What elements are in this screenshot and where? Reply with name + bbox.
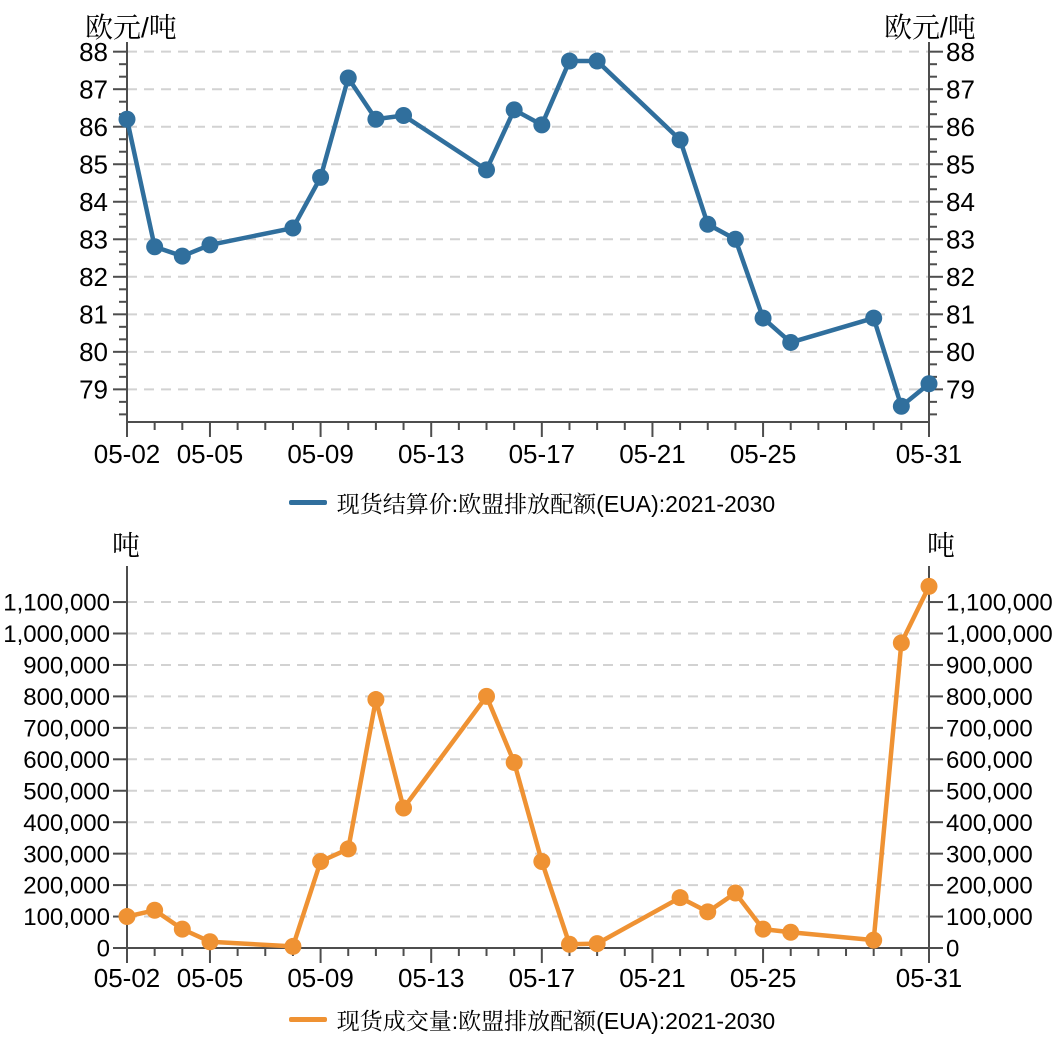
x-tick-label: 05-09	[287, 439, 354, 469]
y-tick-label: 700,000	[23, 715, 110, 743]
data-point-marker	[533, 853, 550, 870]
price-series-line-icon	[289, 500, 327, 505]
data-point-marker	[782, 334, 799, 351]
data-point-marker	[699, 216, 716, 233]
data-point-marker	[921, 578, 938, 595]
data-point-marker	[506, 101, 523, 118]
y-tick-label: 300,000	[946, 841, 1033, 869]
y-tick-label: 1,000,000	[3, 621, 110, 649]
x-tick-label: 05-05	[176, 963, 244, 993]
data-point-marker	[589, 53, 606, 70]
data-point-marker	[312, 853, 329, 870]
data-point-marker	[201, 933, 218, 950]
y-tick-label: 900,000	[23, 652, 110, 680]
y-tick-label: 100,000	[23, 904, 110, 932]
y-tick-label: 83	[79, 224, 108, 255]
data-point-marker	[699, 903, 716, 920]
data-point-marker	[367, 111, 384, 128]
data-point-marker	[921, 375, 938, 392]
y-tick-label: 88	[79, 37, 108, 68]
data-point-marker	[727, 884, 744, 901]
data-point-marker	[755, 921, 772, 938]
data-point-marker	[672, 889, 689, 906]
y-tick-label: 500,000	[23, 778, 110, 806]
data-point-marker	[340, 840, 357, 857]
y-tick-label: 500,000	[946, 778, 1033, 806]
data-point-marker	[893, 634, 910, 651]
y-tick-label: 700,000	[946, 715, 1033, 743]
data-point-marker	[174, 921, 191, 938]
volume-chart	[3, 566, 1053, 993]
x-tick-label: 05-31	[895, 439, 963, 469]
data-point-marker	[312, 169, 329, 186]
y-tick-label: 400,000	[946, 809, 1033, 837]
y-tick-label: 82	[946, 262, 975, 293]
x-tick-label: 05-25	[729, 963, 797, 993]
x-tick-label: 05-17	[508, 439, 576, 469]
price-chart-legend	[0, 486, 1064, 519]
data-point-marker	[865, 310, 882, 327]
y-tick-label: 0	[96, 935, 110, 963]
data-point-marker	[119, 908, 136, 925]
y-tick-label: 87	[79, 74, 108, 105]
y-tick-label: 79	[79, 374, 108, 405]
series-line	[127, 61, 929, 406]
data-point-marker	[146, 902, 163, 919]
y-tick-label: 1,000,000	[946, 621, 1053, 649]
data-point-marker	[478, 161, 495, 178]
data-point-marker	[865, 932, 882, 949]
y-tick-label: 400,000	[23, 809, 110, 837]
data-point-marker	[340, 69, 357, 86]
volume-chart-unit-label-right: 吨	[927, 530, 956, 561]
data-point-marker	[119, 111, 136, 128]
y-tick-label: 86	[946, 112, 975, 143]
y-tick-label: 85	[946, 149, 975, 180]
data-point-marker	[727, 231, 744, 248]
y-tick-label: 0	[946, 935, 960, 963]
x-tick-label: 05-09	[287, 963, 354, 993]
y-tick-label: 81	[79, 299, 108, 330]
y-tick-label: 87	[946, 74, 975, 105]
data-point-marker	[506, 754, 523, 771]
y-tick-label: 200,000	[23, 872, 110, 900]
price-chart	[79, 37, 975, 469]
y-tick-label: 900,000	[946, 652, 1033, 680]
y-tick-label: 86	[79, 112, 108, 143]
y-tick-label: 82	[79, 262, 108, 293]
y-tick-label: 1,100,000	[3, 589, 110, 617]
y-tick-label: 200,000	[946, 872, 1033, 900]
x-tick-label: 05-21	[619, 963, 686, 993]
volume-series-line-icon	[289, 1017, 327, 1022]
data-point-marker	[893, 398, 910, 415]
data-point-marker	[284, 938, 301, 955]
y-tick-label: 83	[946, 224, 975, 255]
x-tick-label: 05-31	[895, 963, 963, 993]
data-point-marker	[478, 688, 495, 705]
data-point-marker	[755, 310, 772, 327]
data-point-marker	[395, 800, 412, 817]
x-tick-label: 05-02	[93, 963, 161, 993]
x-tick-label: 05-13	[397, 963, 465, 993]
data-point-marker	[782, 924, 799, 941]
data-point-marker	[533, 116, 550, 133]
series-line	[127, 586, 929, 946]
x-tick-label: 05-25	[729, 439, 797, 469]
x-tick-label: 05-05	[176, 439, 244, 469]
y-tick-label: 79	[946, 374, 975, 405]
y-tick-label: 80	[946, 337, 975, 368]
y-tick-label: 80	[79, 337, 108, 368]
volume-chart-legend	[0, 1003, 1064, 1036]
y-tick-label: 800,000	[23, 684, 110, 712]
price-chart-unit-label-right: 欧元/吨	[884, 12, 976, 43]
y-tick-label: 600,000	[23, 746, 110, 774]
y-tick-label: 88	[946, 37, 975, 68]
y-tick-label: 1,100,000	[946, 589, 1053, 617]
x-tick-label: 05-13	[397, 439, 465, 469]
price-legend-label: 现货结算价:欧盟排放配额(EUA):2021-2030	[336, 491, 776, 517]
data-point-marker	[589, 935, 606, 952]
data-point-marker	[174, 248, 191, 265]
data-point-marker	[561, 53, 578, 70]
y-tick-label: 81	[946, 299, 975, 330]
data-point-marker	[201, 236, 218, 253]
data-point-marker	[146, 238, 163, 255]
data-point-marker	[284, 220, 301, 237]
y-tick-label: 85	[79, 149, 108, 180]
data-point-marker	[395, 107, 412, 124]
price-chart-unit-label-left: 欧元/吨	[85, 12, 177, 43]
y-tick-label: 84	[79, 187, 108, 218]
y-tick-label: 600,000	[946, 746, 1033, 774]
x-tick-label: 05-17	[508, 963, 576, 993]
data-point-marker	[561, 936, 578, 953]
x-tick-label: 05-02	[93, 439, 161, 469]
y-tick-label: 800,000	[946, 684, 1033, 712]
y-tick-label: 100,000	[946, 904, 1033, 932]
data-point-marker	[367, 691, 384, 708]
y-tick-label: 300,000	[23, 841, 110, 869]
volume-legend-label: 现货成交量:欧盟排放配额(EUA):2021-2030	[336, 1008, 776, 1034]
data-point-marker	[672, 131, 689, 148]
x-tick-label: 05-21	[619, 439, 686, 469]
y-tick-label: 84	[946, 187, 975, 218]
volume-chart-unit-label-left: 吨	[112, 530, 141, 561]
